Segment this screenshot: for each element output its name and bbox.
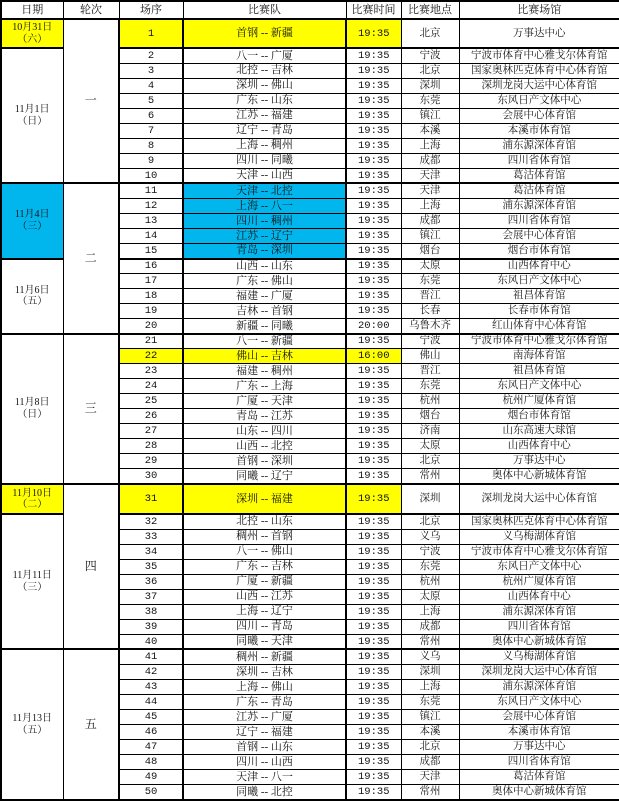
teams-cell: 上海 -- 辽宁 (183, 604, 346, 619)
venue-cell: 宁波市体育中心雅戈尔体育馆 (459, 544, 619, 559)
seq-cell: 7 (119, 123, 183, 138)
seq-cell: 46 (119, 724, 183, 739)
location-cell: 义乌 (401, 529, 459, 544)
venue-cell: 葛沽体育馆 (459, 183, 619, 198)
time-cell: 19:35 (346, 740, 401, 755)
seq-cell: 17 (119, 274, 183, 289)
location-cell: 常州 (401, 469, 459, 484)
teams-cell: 辽宁 -- 福建 (183, 724, 346, 739)
date-label: 11月10日 (12, 487, 53, 499)
teams-cell: 首钢 -- 新疆 (183, 19, 346, 48)
teams-cell: 辽宁 -- 青岛 (183, 123, 346, 138)
seq-cell: 49 (119, 770, 183, 785)
venue-cell: 祖昌体育馆 (459, 289, 619, 304)
teams-cell: 同曦 -- 北控 (183, 785, 346, 800)
teams-cell: 青岛 -- 江苏 (183, 409, 346, 424)
time-cell: 19:35 (346, 649, 401, 664)
time-cell: 19:35 (346, 19, 401, 48)
location-cell: 太原 (401, 259, 459, 274)
seq-cell: 50 (119, 785, 183, 800)
date-cell (1, 259, 63, 334)
weekday-label: （二） (17, 499, 48, 510)
venue-cell: 浦东源深体育馆 (459, 604, 619, 619)
venue-cell: 长春市体育馆 (459, 304, 619, 319)
weekday-label: （三） (17, 220, 48, 232)
seq-cell: 47 (119, 740, 183, 755)
seq-cell: 22 (119, 349, 183, 364)
teams-cell: 深圳 -- 佛山 (183, 78, 346, 93)
seq-cell: 5 (119, 93, 183, 108)
date-cell (1, 334, 63, 484)
location-cell: 北京 (401, 63, 459, 78)
venue-cell: 本溪市体育馆 (459, 123, 619, 138)
venue-cell: 深圳龙岗大运中心体育馆 (459, 664, 619, 679)
location-cell: 深圳 (401, 78, 459, 93)
teams-cell: 上海 -- 八一 (183, 198, 346, 213)
venue-cell: 杭州广厦体育馆 (459, 574, 619, 589)
location-cell: 本溪 (401, 123, 459, 138)
venue-cell: 本溪市体育馆 (459, 724, 619, 739)
date-label: 10月31日 (12, 22, 53, 34)
venue-cell: 红山体育中心体育馆 (459, 319, 619, 334)
location-cell: 镇江 (401, 108, 459, 123)
venue-cell: 奥体中心新城体育馆 (459, 469, 619, 484)
venue-cell: 国家奥林匹克体育中心体育馆 (459, 514, 619, 529)
location-cell: 东莞 (401, 559, 459, 574)
seq-cell: 4 (119, 78, 183, 93)
venue-cell: 宁波市体育中心雅戈尔体育馆 (459, 334, 619, 349)
time-cell: 19:35 (346, 228, 401, 243)
venue-cell: 东风日产文体中心 (459, 694, 619, 709)
venue-cell: 四川省体育馆 (459, 153, 619, 168)
time-cell: 19:35 (346, 529, 401, 544)
teams-cell: 稠州 -- 新疆 (183, 649, 346, 664)
seq-cell: 35 (119, 559, 183, 574)
seq-cell: 29 (119, 454, 183, 469)
col-header-location: 比赛地点 (401, 1, 459, 19)
date-cell (1, 48, 63, 183)
teams-cell: 广东 -- 青岛 (183, 694, 346, 709)
location-cell: 佛山 (401, 349, 459, 364)
location-cell: 东莞 (401, 694, 459, 709)
weekday-label: （日） (17, 115, 48, 127)
teams-cell: 北控 -- 吉林 (183, 63, 346, 78)
weekday-label: （六） (17, 33, 48, 45)
venue-cell: 宁波市体育中心雅戈尔体育馆 (459, 48, 619, 63)
teams-cell: 广东 -- 吉林 (183, 559, 346, 574)
time-cell: 19:35 (346, 274, 401, 289)
location-cell: 长春 (401, 304, 459, 319)
time-cell: 19:35 (346, 123, 401, 138)
seq-cell: 39 (119, 619, 183, 634)
time-cell: 19:35 (346, 770, 401, 785)
time-cell: 19:35 (346, 544, 401, 559)
venue-cell: 万事达中心 (459, 19, 619, 48)
time-cell: 19:35 (346, 138, 401, 153)
time-cell: 19:35 (346, 168, 401, 183)
venue-cell: 南海体育馆 (459, 349, 619, 364)
location-cell: 太原 (401, 439, 459, 454)
location-cell: 杭州 (401, 394, 459, 409)
weekday-label: （日） (17, 408, 48, 420)
teams-cell: 首钢 -- 山东 (183, 740, 346, 755)
time-cell: 19:35 (346, 785, 401, 800)
teams-cell: 四川 -- 同曦 (183, 153, 346, 168)
venue-cell: 深圳龙岗大运中心体育馆 (459, 78, 619, 93)
teams-cell: 山西 -- 江苏 (183, 589, 346, 604)
location-cell: 上海 (401, 138, 459, 153)
teams-cell: 稠州 -- 首钢 (183, 529, 346, 544)
seq-cell: 24 (119, 379, 183, 394)
location-cell: 晋江 (401, 289, 459, 304)
teams-cell: 青岛 -- 深圳 (183, 243, 346, 258)
location-cell: 济南 (401, 424, 459, 439)
teams-cell: 北控 -- 山东 (183, 514, 346, 529)
teams-cell: 深圳 -- 吉林 (183, 664, 346, 679)
seq-cell: 30 (119, 469, 183, 484)
teams-cell: 福建 -- 稠州 (183, 364, 346, 379)
game-row-41 (1, 649, 619, 664)
teams-cell: 同曦 -- 天津 (183, 634, 346, 649)
col-header-date: 日期 (1, 1, 63, 19)
time-cell: 19:35 (346, 108, 401, 123)
time-cell: 16:00 (346, 349, 401, 364)
venue-cell: 四川省体育馆 (459, 213, 619, 228)
col-header-teams: 比赛队 (183, 1, 346, 19)
col-header-round: 轮次 (63, 1, 119, 19)
venue-cell: 山西体育中心 (459, 589, 619, 604)
time-cell: 19:35 (346, 153, 401, 168)
time-cell: 19:35 (346, 679, 401, 694)
round-cell: 一 (63, 19, 119, 183)
venue-cell: 烟台市体育馆 (459, 243, 619, 258)
col-header-seq: 场序 (119, 1, 183, 19)
seq-cell: 6 (119, 108, 183, 123)
time-cell: 19:35 (346, 589, 401, 604)
time-cell: 19:35 (346, 484, 401, 514)
seq-cell: 19 (119, 304, 183, 319)
seq-cell: 16 (119, 259, 183, 274)
location-cell: 宁波 (401, 334, 459, 349)
time-cell: 19:35 (346, 709, 401, 724)
time-cell: 19:35 (346, 243, 401, 258)
date-cell (1, 649, 63, 800)
teams-cell: 天津 -- 山西 (183, 168, 346, 183)
seq-cell: 3 (119, 63, 183, 78)
seq-cell: 40 (119, 634, 183, 649)
teams-cell: 广东 -- 上海 (183, 379, 346, 394)
venue-cell: 浦东源深体育馆 (459, 138, 619, 153)
venue-cell: 会展中心体育馆 (459, 709, 619, 724)
seq-cell: 34 (119, 544, 183, 559)
location-cell: 北京 (401, 740, 459, 755)
time-cell: 19:35 (346, 755, 401, 770)
location-cell: 天津 (401, 770, 459, 785)
venue-cell: 葛沽体育馆 (459, 168, 619, 183)
seq-cell: 14 (119, 228, 183, 243)
date-cell (1, 183, 63, 258)
date-label: 11月8日 (14, 397, 50, 409)
location-cell: 烟台 (401, 409, 459, 424)
time-cell: 19:35 (346, 183, 401, 198)
teams-cell: 江苏 -- 福建 (183, 108, 346, 123)
location-cell: 成都 (401, 153, 459, 168)
time-cell: 19:35 (346, 469, 401, 484)
teams-cell: 广厦 -- 新疆 (183, 574, 346, 589)
location-cell: 成都 (401, 619, 459, 634)
time-cell: 19:35 (346, 409, 401, 424)
location-cell: 东莞 (401, 93, 459, 108)
seq-cell: 8 (119, 138, 183, 153)
teams-cell: 八一 -- 佛山 (183, 544, 346, 559)
location-cell: 宁波 (401, 48, 459, 63)
location-cell: 宁波 (401, 544, 459, 559)
time-cell: 19:35 (346, 213, 401, 228)
date-cell (1, 514, 63, 649)
seq-cell: 31 (119, 484, 183, 514)
seq-cell: 26 (119, 409, 183, 424)
date-cell (1, 19, 63, 48)
location-cell: 上海 (401, 198, 459, 213)
col-header-time: 比赛时间 (346, 1, 401, 19)
venue-cell: 山西体育中心 (459, 259, 619, 274)
teams-cell: 福建 -- 广厦 (183, 289, 346, 304)
venue-cell: 义乌梅湖体育馆 (459, 649, 619, 664)
time-cell: 19:35 (346, 604, 401, 619)
round-cell: 五 (63, 649, 119, 800)
time-cell: 19:35 (346, 394, 401, 409)
time-cell: 19:35 (346, 559, 401, 574)
seq-cell: 42 (119, 664, 183, 679)
venue-cell: 深圳龙岗大运中心体育馆 (459, 484, 619, 514)
seq-cell: 12 (119, 198, 183, 213)
teams-cell: 天津 -- 八一 (183, 770, 346, 785)
seq-cell: 33 (119, 529, 183, 544)
teams-cell: 广厦 -- 天津 (183, 394, 346, 409)
time-cell: 19:35 (346, 379, 401, 394)
seq-cell: 28 (119, 439, 183, 454)
venue-cell: 杭州广厦体育馆 (459, 394, 619, 409)
location-cell: 本溪 (401, 724, 459, 739)
time-cell: 19:35 (346, 514, 401, 529)
weekday-label: （五） (17, 296, 48, 308)
teams-cell: 上海 -- 佛山 (183, 679, 346, 694)
location-cell: 上海 (401, 679, 459, 694)
weekday-label: （三） (17, 581, 48, 593)
seq-cell: 18 (119, 289, 183, 304)
location-cell: 烟台 (401, 243, 459, 258)
seq-cell: 41 (119, 649, 183, 664)
location-cell: 东莞 (401, 379, 459, 394)
venue-cell: 浦东源深体育馆 (459, 198, 619, 213)
venue-cell: 东风日产文体中心 (459, 274, 619, 289)
teams-cell: 广东 -- 山东 (183, 93, 346, 108)
seq-cell: 48 (119, 755, 183, 770)
teams-cell: 四川 -- 山西 (183, 755, 346, 770)
teams-cell: 八一 -- 广厦 (183, 48, 346, 63)
time-cell: 19:35 (346, 724, 401, 739)
date-label: 11月11日 (12, 570, 52, 582)
venue-cell: 义乌梅湖体育馆 (459, 529, 619, 544)
location-cell: 东莞 (401, 274, 459, 289)
seq-cell: 21 (119, 334, 183, 349)
location-cell: 北京 (401, 454, 459, 469)
location-cell: 晋江 (401, 364, 459, 379)
time-cell: 20:00 (346, 319, 401, 334)
teams-cell: 山西 -- 山东 (183, 259, 346, 274)
venue-cell: 烟台市体育馆 (459, 409, 619, 424)
venue-cell: 奥体中心新城体育馆 (459, 785, 619, 800)
location-cell: 深圳 (401, 664, 459, 679)
teams-cell: 吉林 -- 首钢 (183, 304, 346, 319)
time-cell: 19:35 (346, 334, 401, 349)
venue-cell: 四川省体育馆 (459, 755, 619, 770)
seq-cell: 23 (119, 364, 183, 379)
venue-cell: 四川省体育馆 (459, 619, 619, 634)
seq-cell: 37 (119, 589, 183, 604)
round-cell: 四 (63, 484, 119, 649)
time-cell: 19:35 (346, 619, 401, 634)
location-cell: 乌鲁木齐 (401, 319, 459, 334)
teams-cell: 天津 -- 北控 (183, 183, 346, 198)
time-cell: 19:35 (346, 694, 401, 709)
seq-cell: 10 (119, 168, 183, 183)
time-cell: 19:35 (346, 78, 401, 93)
seq-cell: 43 (119, 679, 183, 694)
col-header-venue: 比赛场馆 (459, 1, 619, 19)
location-cell: 镇江 (401, 709, 459, 724)
venue-cell: 东风日产文体中心 (459, 559, 619, 574)
seq-cell: 32 (119, 514, 183, 529)
schedule-body (1, 19, 619, 800)
date-cell (1, 484, 63, 514)
time-cell: 19:35 (346, 364, 401, 379)
venue-cell: 会展中心体育馆 (459, 228, 619, 243)
time-cell: 19:35 (346, 63, 401, 78)
location-cell: 杭州 (401, 574, 459, 589)
seq-cell: 27 (119, 424, 183, 439)
round-cell: 三 (63, 334, 119, 484)
venue-cell: 奥体中心新城体育馆 (459, 634, 619, 649)
time-cell: 19:35 (346, 289, 401, 304)
venue-cell: 东风日产文体中心 (459, 93, 619, 108)
location-cell: 镇江 (401, 228, 459, 243)
location-cell: 深圳 (401, 484, 459, 514)
teams-cell: 广东 -- 佛山 (183, 274, 346, 289)
teams-cell: 上海 -- 稠州 (183, 138, 346, 153)
round-cell: 二 (63, 183, 119, 333)
seq-cell: 13 (119, 213, 183, 228)
teams-cell: 首钢 -- 深圳 (183, 454, 346, 469)
teams-cell: 佛山 -- 吉林 (183, 349, 346, 364)
location-cell: 常州 (401, 785, 459, 800)
game-row-31 (1, 484, 619, 514)
game-row-1 (1, 19, 619, 48)
teams-cell: 山西 -- 北控 (183, 439, 346, 454)
time-cell: 19:35 (346, 48, 401, 63)
seq-cell: 11 (119, 183, 183, 198)
location-cell: 北京 (401, 514, 459, 529)
seq-cell: 45 (119, 709, 183, 724)
location-cell: 常州 (401, 634, 459, 649)
time-cell: 19:35 (346, 198, 401, 213)
venue-cell: 葛沽体育馆 (459, 770, 619, 785)
venue-cell: 会展中心体育馆 (459, 108, 619, 123)
seq-cell: 44 (119, 694, 183, 709)
seq-cell: 9 (119, 153, 183, 168)
header-row (1, 1, 619, 19)
location-cell: 天津 (401, 168, 459, 183)
teams-cell: 江苏 -- 辽宁 (183, 228, 346, 243)
location-cell: 北京 (401, 19, 459, 48)
location-cell: 成都 (401, 213, 459, 228)
weekday-label: （五） (17, 724, 48, 736)
date-label: 11月6日 (14, 284, 50, 296)
time-cell: 19:35 (346, 424, 401, 439)
venue-cell: 山东高速大球馆 (459, 424, 619, 439)
teams-cell: 同曦 -- 辽宁 (183, 469, 346, 484)
location-cell: 义乌 (401, 649, 459, 664)
venue-cell: 山西体育中心 (459, 439, 619, 454)
seq-cell: 25 (119, 394, 183, 409)
teams-cell: 深圳 -- 福建 (183, 484, 346, 514)
date-label: 11月13日 (12, 713, 53, 725)
game-row-21 (1, 334, 619, 349)
time-cell: 19:35 (346, 304, 401, 319)
time-cell: 19:35 (346, 259, 401, 274)
time-cell: 19:35 (346, 454, 401, 469)
time-cell: 19:35 (346, 664, 401, 679)
teams-cell: 四川 -- 青岛 (183, 619, 346, 634)
venue-cell: 浦东源深体育馆 (459, 679, 619, 694)
location-cell: 成都 (401, 755, 459, 770)
seq-cell: 15 (119, 243, 183, 258)
seq-cell: 38 (119, 604, 183, 619)
location-cell: 上海 (401, 604, 459, 619)
time-cell: 19:35 (346, 574, 401, 589)
venue-cell: 东风日产文体中心 (459, 379, 619, 394)
teams-cell: 新疆 -- 同曦 (183, 319, 346, 334)
time-cell: 19:35 (346, 634, 401, 649)
time-cell: 19:35 (346, 93, 401, 108)
seq-cell: 2 (119, 48, 183, 63)
teams-cell: 八一 -- 新疆 (183, 334, 346, 349)
teams-cell: 四川 -- 稠州 (183, 213, 346, 228)
venue-cell: 万事达中心 (459, 454, 619, 469)
location-cell: 天津 (401, 183, 459, 198)
game-row-11 (1, 183, 619, 198)
date-label: 11月4日 (14, 209, 50, 221)
venue-cell: 万事达中心 (459, 740, 619, 755)
venue-cell: 国家奥林匹克体育中心体育馆 (459, 63, 619, 78)
seq-cell: 20 (119, 319, 183, 334)
date-label: 11月1日 (14, 104, 50, 116)
teams-cell: 山东 -- 四川 (183, 424, 346, 439)
venue-cell: 祖昌体育馆 (459, 364, 619, 379)
location-cell: 太原 (401, 589, 459, 604)
teams-cell: 江苏 -- 广厦 (183, 709, 346, 724)
seq-cell: 1 (119, 19, 183, 48)
time-cell: 19:35 (346, 439, 401, 454)
seq-cell: 36 (119, 574, 183, 589)
